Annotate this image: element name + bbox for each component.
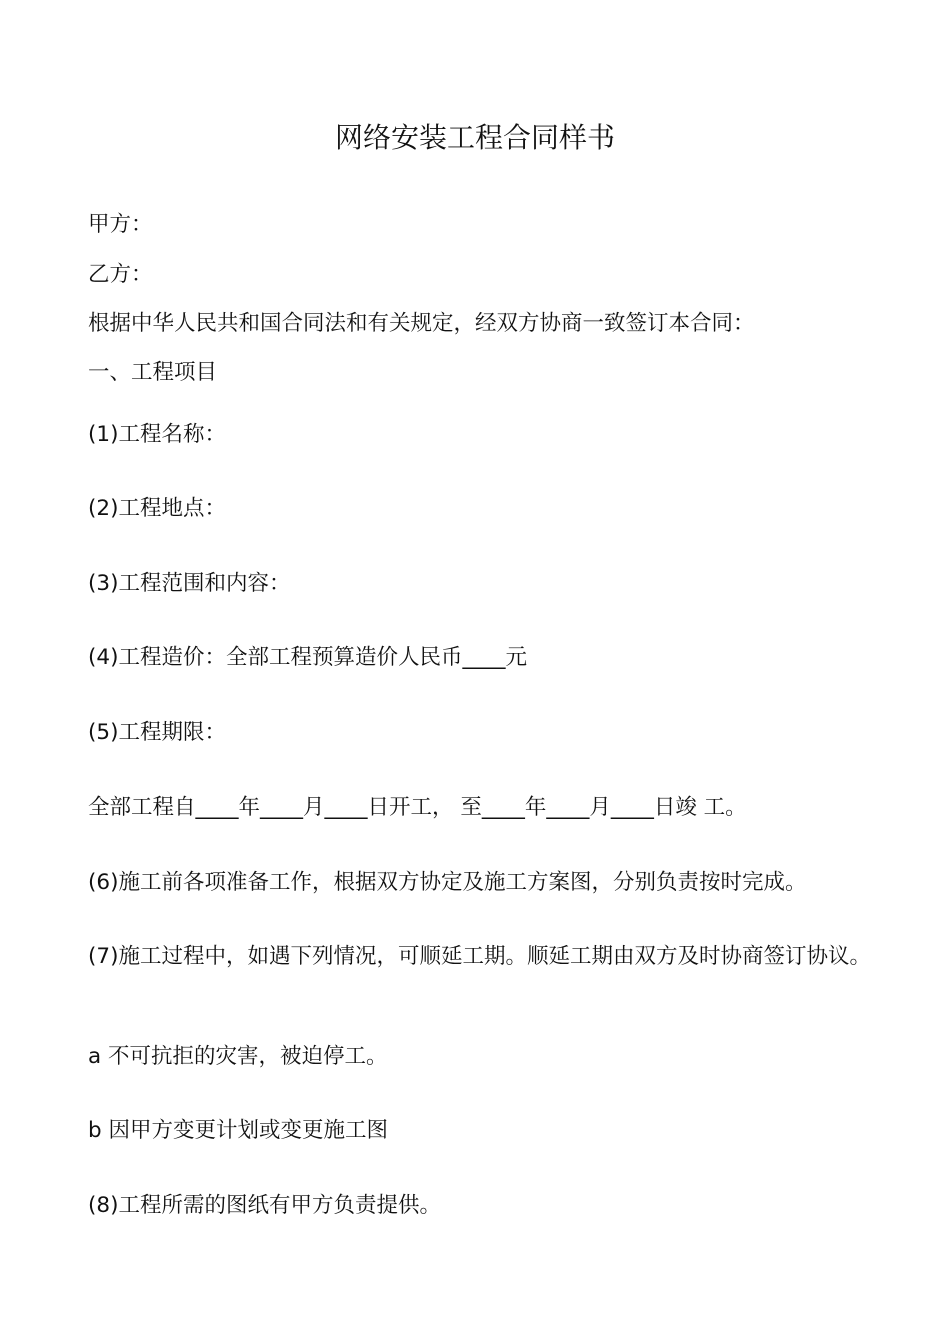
item-drawings: (8)工程所需的图纸有甲方负责提供。: [88, 1193, 441, 1218]
item-preparation: (6)施工前各项准备工作，根据双方协定及施工方案图，分别负责按时完成。: [88, 870, 807, 895]
party-b-line: 乙方：: [88, 262, 153, 287]
item-project-period: (5)工程期限：: [88, 720, 226, 745]
document-title: 网络安装工程合同样书: [334, 121, 615, 154]
delay-condition-a: a 不可抗拒的灾害，被迫停工。: [88, 1044, 388, 1069]
item-project-scope: (3)工程范围和内容：: [88, 571, 291, 596]
party-a-line: 甲方：: [88, 212, 153, 237]
schedule-line: 全部工程自____年____月____日开工， 至____年____月____日竣 工。: [88, 795, 747, 820]
item-project-cost: (4)工程造价：全部工程预算造价人民币____元: [88, 645, 527, 670]
preamble-paragraph: 根据中华人民共和国合同法和有关规定，经双方协商一致签订本合同：: [88, 311, 755, 336]
item-delay-conditions: (7)施工过程中，如遇下列情况，可顺延工期。顺延工期由双方及时协商签订协议。: [88, 944, 871, 969]
item-project-location: (2)工程地点：: [88, 496, 226, 521]
item-project-name: (1)工程名称：: [88, 422, 226, 447]
section-heading-projects: 一、工程项目: [88, 360, 218, 385]
delay-condition-b: b 因甲方变更计划或变更施工图: [88, 1118, 388, 1143]
